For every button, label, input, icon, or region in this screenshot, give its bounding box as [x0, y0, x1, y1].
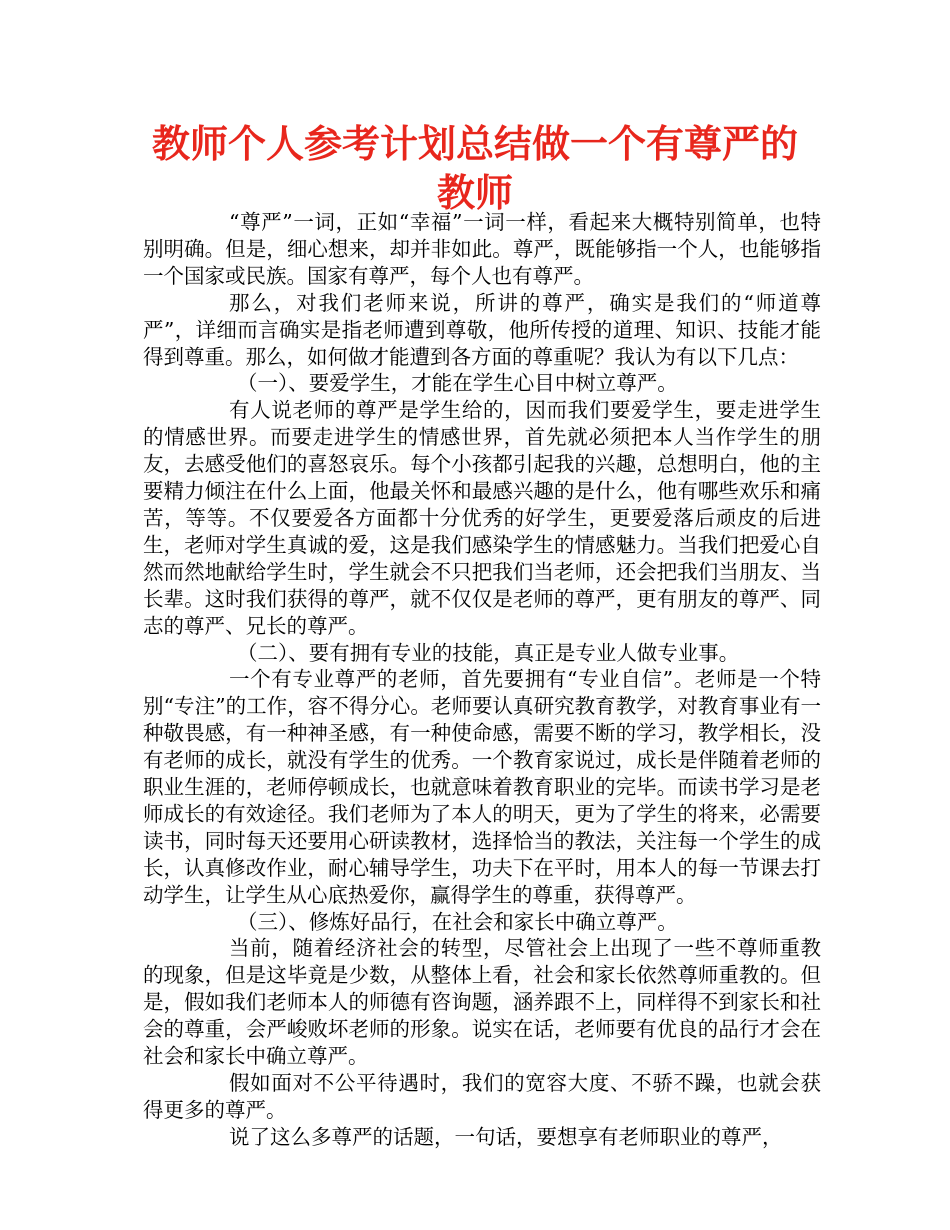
document-body — [143, 209, 821, 1151]
paragraph-professional-skills: 一个有专业尊严的老师，首先要拥有“专业自信”。老师是一个特别“专注”的工作，容不得分心。老师要认真研究教育教学，对教育事业有一种敬畏感，有一种神圣感，有一种使命感，需要不断的学习，教学相长，没有老师的成长，就没有学生的优秀。一个教育家说过，成长是伴随着老师的职业生涯的，老师停顿成长，也就意味着教育职业的完毕。而读书学习是老师成长的有效途径。我们老师为了本人的明天，更为了学生的将来，必需要读书，同时每天还要用心研读教材，选择恰当的教法，关注每一个学生的成长，认真修改作业，耐心辅导学生，功夫下在平时，用本人的每一节课去打动学生，让学生从心底热爱你，赢得学生的尊重，获得尊严。 — [143, 667, 821, 907]
paragraph-conduct: 当前，随着经济社会的转型，尽管社会上出现了一些不尊师重教的现象，但是这毕竟是少数，从整体上看，社会和家长依然尊师重教的。但是，假如我们老师本人的师德有咨询题，涵养跟不上，同样得不到家长和社会的尊重，会严峻败坏老师的形象。说实在话，老师要有优良的品行才会在社会和家长中确立尊严。 — [143, 936, 821, 1069]
paragraph-intro: “尊严”一词，正如“幸福”一词一样，看起来大概特别简单，也特别明确。但是，细心想来，却并非如此。尊严，既能够指一个人，也能够指一个国家或民族。国家有尊严，每个人也有尊严。 — [143, 210, 821, 288]
paragraph-love-students: 有人说老师的尊严是学生给的，因而我们要爱学生，要走进学生的情感世界。而要走进学生的情感世界，首先就必须把本人当作学生的朋友，去感受他们的喜怒哀乐。每个小孩都引起我的兴趣，总想明白，他的主要精力倾注在什么上面，他最关怀和最感兴趣的是什么，他有哪些欢乐和痛苦，等等。不仅要爱各方面都十分优秀的好学生，更要爱落后顽皮的后进生，老师对学生真诚的爱，这是我们感染学生的情感魅力。当我们把爱心自然而然地献给学生时，学生就会不只把我们当老师，还会把我们当朋友、当长辈。这时我们获得的尊严，就不仅仅是老师的尊严，更有朋友的尊严、同志的尊严、兄长的尊严。 — [143, 398, 821, 638]
document-title: 教师个人参考计划总结做一个有尊严的教师 — [151, 122, 798, 215]
section-heading-2: （二）、要有拥有专业的技能，真正是专业人做专业事。 — [237, 640, 740, 665]
paragraph-tolerance: 假如面对不公平待遇时，我们的宽容大度、不骄不躁，也就会获得更多的尊严。 — [143, 1071, 821, 1122]
paragraph-teacher-dignity: 那么，对我们老师来说，所讲的尊严，确实是我们的“师道尊严”，详细而言确实是指老师遭到尊敬，他所传授的道理、知识、技能才能得到尊重。那么，如何做才能遭到各方面的尊重呢？我认为有以下几点： — [143, 290, 821, 369]
section-heading-3: （三）、修炼好品行，在社会和家长中确立尊严。 — [237, 909, 678, 934]
paragraph-conclusion: 说了这么多尊严的话题，一句话，要想享有老师职业的尊严， — [229, 1124, 783, 1149]
section-heading-1: （一）、要爱学生，才能在学生心目中树立尊严。 — [237, 371, 678, 396]
